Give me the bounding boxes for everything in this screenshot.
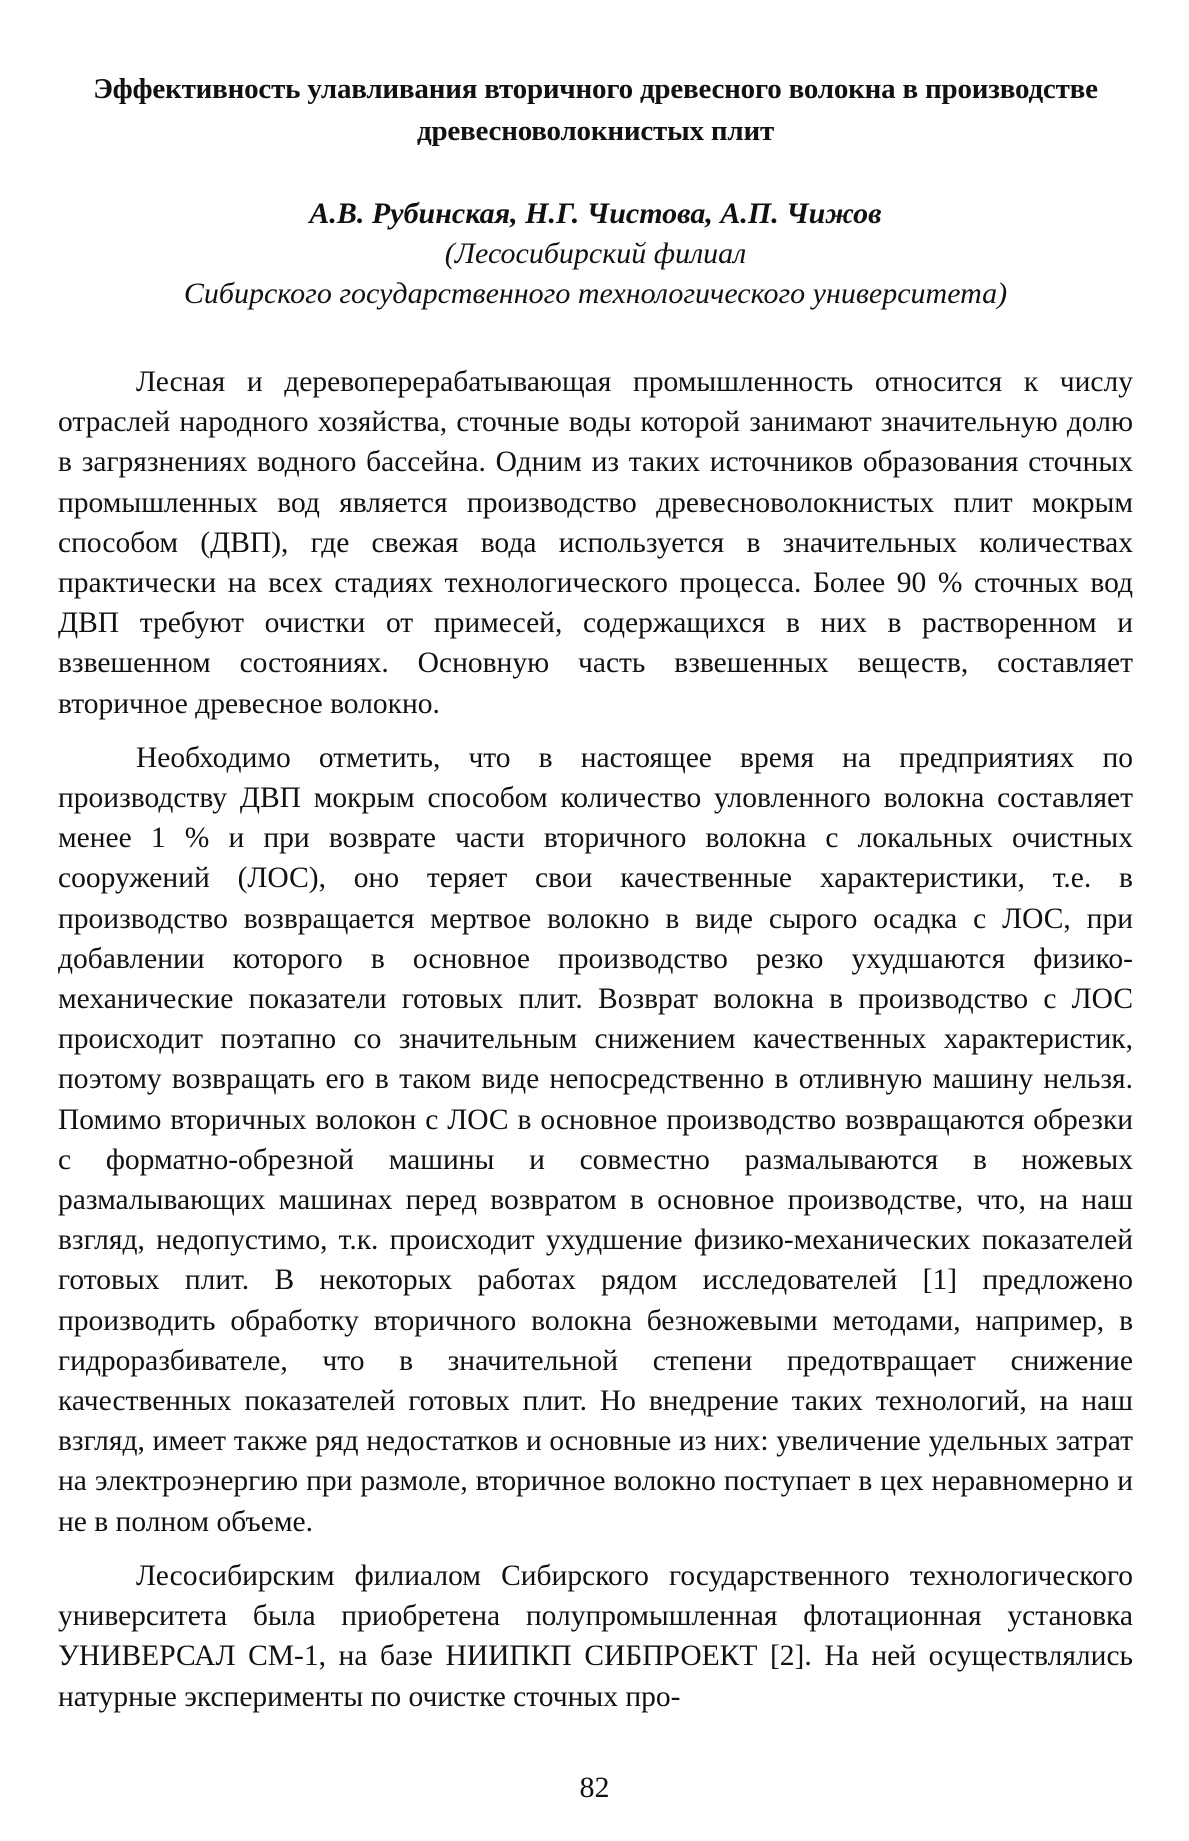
body-paragraph-2: Необходимо отметить, что в настоящее время на предприятиях по производству ДВП мокрым способом количество уловленного волокна составляет менее 1 % и при возврате части вторичного волокна с локальных очистных сооружений (ЛОС), оно теряет свои качественные характеристики, т.е. в производство возвращается мертвое волокно в виде сырого осадка с ЛОС, при добавлении которого в основное производство резко ухудшаются физико-механические показатели готовых плит. Возврат волокна в производство с ЛОС происходит поэтапно со значительным снижением качественных характеристик, поэтому возвращать его в таком виде непосредственно в отливную машину нельзя. Помимо вторичных волокон с ЛОС в основное производство возвращаются обрезки с форматно-обрезной машины и совместно размалываются в ножевых размалывающих машинах перед возвратом в основное производстве, что, на наш взгляд, недопустимо, т.к. происходит ухудшение физико-механических показателей готовых плит. В некоторых работах рядом исследователей [1] предложено производить обработку вторичного волокна безножевыми методами, например, в гидроразбивателе, что в значительной степени предотвращает снижение качественных показателей готовых плит. Но внедрение таких технологий, на наш взгляд, имеет также ряд недостатков и основные из них: увеличение удельных затрат на электроэнергию при размоле, вторичное волокно поступает в цех неравномерно и не в полном объеме. xyxy=(58,741,1133,1538)
author-block xyxy=(58,194,1133,314)
affiliation-line-1: (Лесосибирский филиал xyxy=(444,237,747,270)
body-paragraph-1: Лесная и деревоперерабатывающая промышленность относится к числу отраслей народного хозяйства, сточные воды которой занимают значительную долю в загрязнениях водного бассейна. Одним из таких источников образования сточных промышленных вод является производство древесноволокнистых плит мокрым способом (ДВП), где свежая вода используется в значительных количествах практически на всех стадиях технологического процесса. Более 90 % сточных вод ДВП требуют очистки от примесей, содержащихся в них в растворенном и взвешенном состояниях. Основную часть взвешенных веществ, составляет вторичное древесное волокно. xyxy=(58,366,1133,720)
article-title: Эффективность улавливания вторичного древесного волокна в производстве древесноволокнистых плит xyxy=(93,73,1098,147)
page-content xyxy=(58,68,1133,1717)
article-body xyxy=(58,362,1133,1717)
body-paragraph-3: Лесосибирским филиалом Сибирского государственного технологического университета была приобретена полупромышленная флотационная установка УНИВЕРСАЛ СМ-1, на базе НИИПКП СИБПРОЕКТ [2]. На ней осуществлялись натурные эксперименты по очистке сточных про- xyxy=(58,1559,1133,1713)
author-names: А.В. Рубинская, Н.Г. Чистова, А.П. Чижов xyxy=(309,197,882,230)
affiliation-line-2: Сибирского государственного технологического университета) xyxy=(183,277,1008,310)
spacer xyxy=(58,314,1133,362)
page-number: 82 xyxy=(579,1771,610,1804)
